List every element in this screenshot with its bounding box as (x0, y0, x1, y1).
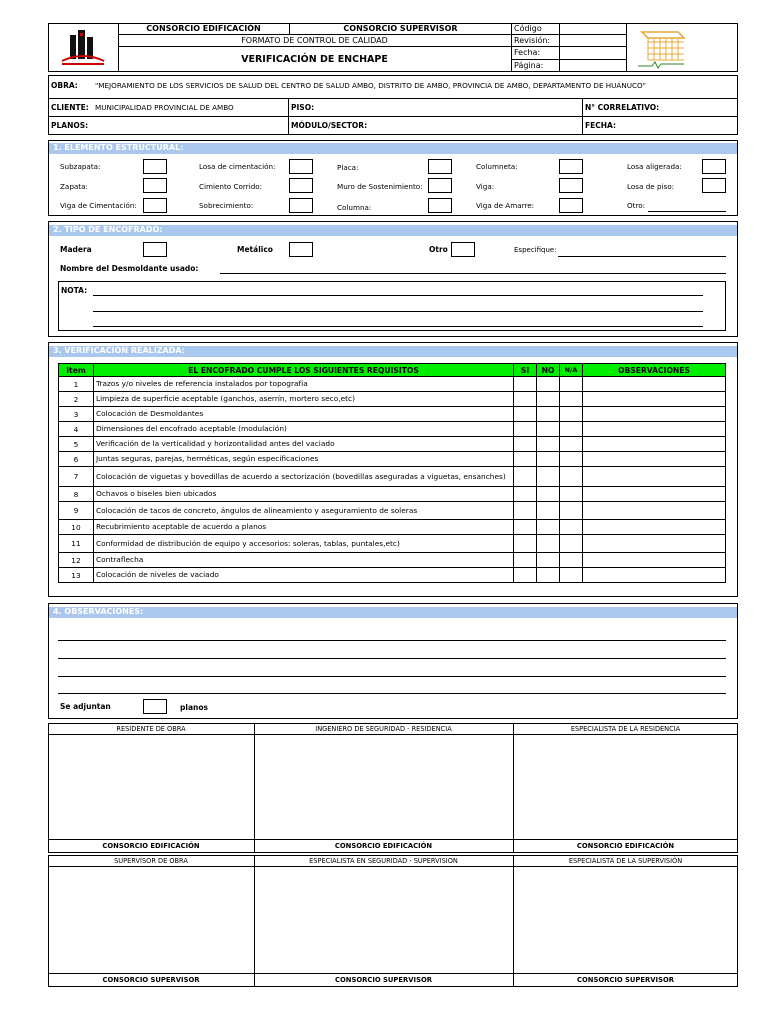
table-row (59, 568, 726, 583)
columna-checkbox[interactable] (428, 198, 452, 213)
requirement-text: Conformidad de distribución de equipo y accesorios: soleras, tablas, puntales,etc) (94, 535, 514, 553)
requirement-text: Juntas seguras, parejas, herméticas, según especificaciones (94, 452, 514, 467)
no-cell[interactable] (537, 437, 560, 452)
observaciones-cell[interactable] (583, 422, 726, 437)
table-row (59, 392, 726, 407)
especifique-label: Especifique: (514, 246, 557, 254)
elemento-label: Columna: (337, 203, 372, 212)
row-number: 2 (59, 392, 94, 407)
section3-title: 3. VERIFICACIÓN REALIZADA: (49, 346, 737, 357)
signature-area[interactable] (49, 735, 254, 839)
viga-cimentacion-checkbox[interactable] (143, 198, 167, 213)
piso-label: PISO: (291, 103, 315, 112)
supervisor-logo (632, 26, 690, 70)
especialista-supervision-role: ESPECIALISTA DE LA SUPERVISIÓN (568, 857, 683, 865)
pagina-label: Página: (512, 60, 560, 72)
row-number: 7 (59, 467, 94, 487)
planos-count-checkbox[interactable] (143, 699, 167, 714)
madera-checkbox[interactable] (143, 242, 167, 257)
observaciones-cell[interactable] (583, 520, 726, 535)
signature-area[interactable] (514, 867, 737, 973)
table-row (59, 502, 726, 520)
elemento-label: Viga: (476, 182, 495, 191)
row-number: 9 (59, 502, 94, 520)
signature-area[interactable] (49, 867, 254, 973)
observaciones-cell[interactable] (583, 487, 726, 502)
observaciones-cell[interactable] (583, 407, 726, 422)
si-cell[interactable] (514, 502, 537, 520)
table-row (59, 553, 726, 568)
row-number: 3 (59, 407, 94, 422)
metalico-checkbox[interactable] (289, 242, 313, 257)
section4-title: 4. OBSERVACIONES: (49, 607, 737, 618)
especialista-residencia-role: ESPECIALISTA DE LA RESIDENCIA (570, 725, 681, 733)
fecha-project-label: FECHA: (585, 121, 616, 130)
requirement-text: Colocación de Desmoldantes (94, 407, 514, 422)
no-cell[interactable] (537, 568, 560, 583)
elemento-label: Viga de Amarre: (476, 201, 535, 210)
firm-edificacion: CONSORCIO EDIFICACIÓN (576, 842, 675, 850)
no-cell[interactable] (537, 422, 560, 437)
requirement-text: Colocación de tacos de concreto, ángulos de alineamiento y aseguramiento de soleras (94, 502, 514, 520)
col-na: N/A (560, 364, 583, 377)
correlativo-label: N° CORRELATIVO: (585, 103, 660, 112)
cliente-value: MUNICIPALIDAD PROVINCIAL DE AMBO (95, 103, 234, 112)
na-cell[interactable] (560, 407, 583, 422)
page-title: VERIFICACIÓN DE ENCHAPE (118, 47, 512, 72)
elemento-label: Placa: (337, 163, 359, 172)
firm-edificacion: CONSORCIO EDIFICACIÓN (102, 842, 200, 850)
table-row (59, 452, 726, 467)
consorcio-supervisor: CONSORCIO SUPERVISOR (290, 23, 512, 35)
zapata-checkbox[interactable] (143, 178, 167, 193)
requirement-text: Colocación de viguetas y bovedillas de acuerdo a sectorización (bovedillas aseguradas a viguetas, ensanches) (94, 467, 514, 487)
na-cell[interactable] (560, 553, 583, 568)
madera-label: Madera (60, 245, 92, 254)
muro-sostenimiento-checkbox[interactable] (428, 178, 452, 193)
row-number: 12 (59, 553, 94, 568)
firm-supervisor: CONSORCIO SUPERVISOR (335, 976, 432, 984)
no-cell[interactable] (537, 502, 560, 520)
signature-area[interactable] (514, 735, 737, 839)
nota-label: NOTA: (61, 286, 88, 295)
sobrecimiento-checkbox[interactable] (289, 198, 313, 213)
revision-label: Revisión: (512, 35, 560, 47)
si-cell[interactable] (514, 535, 537, 553)
requirement-text: Verificación de la verticalidad y horizontalidad antes del vaciado (94, 437, 514, 452)
na-cell[interactable] (560, 535, 583, 553)
elemento-label: Sobrecimiento: (199, 201, 254, 210)
otro-label: Otro (429, 245, 448, 254)
formato-control: FORMATO DE CONTROL DE CALIDAD (118, 35, 512, 47)
section1-title: 1. ELEMENTO ESTRUCTURAL: (49, 143, 737, 154)
obra-label: OBRA: (51, 81, 78, 90)
nota-line[interactable] (93, 295, 703, 296)
modulo-label: MÓDULO/SECTOR: (291, 121, 368, 130)
cliente-label: CLIENTE: (51, 103, 89, 112)
table-row (59, 520, 726, 535)
na-cell[interactable] (560, 452, 583, 467)
observaciones-cell[interactable] (583, 502, 726, 520)
row-number: 6 (59, 452, 94, 467)
supervisor-obra-role: SUPERVISOR DE OBRA (114, 857, 188, 865)
elemento-label: Otro: (627, 201, 646, 210)
na-cell[interactable] (560, 422, 583, 437)
observaciones-line[interactable] (58, 640, 726, 641)
table-row (59, 422, 726, 437)
na-cell[interactable] (560, 502, 583, 520)
table-row (59, 377, 726, 392)
table-row (59, 437, 726, 452)
signature-area[interactable] (255, 735, 513, 839)
metalico-label: Metálico (237, 245, 273, 254)
losa-cimentacion-checkbox[interactable] (289, 159, 313, 174)
si-cell[interactable] (514, 568, 537, 583)
col-no: NO (537, 364, 560, 377)
no-cell[interactable] (537, 535, 560, 553)
si-cell[interactable] (514, 452, 537, 467)
requirements-table (58, 363, 726, 583)
row-number: 5 (59, 437, 94, 452)
observaciones-cell[interactable] (583, 437, 726, 452)
na-cell[interactable] (560, 392, 583, 407)
si-cell[interactable] (514, 407, 537, 422)
planos-label: PLANOS: (51, 121, 89, 130)
especialista-seguridad-role: ESPECIALISTA EN SEGURIDAD - SUPERVISION (309, 857, 458, 865)
si-cell[interactable] (514, 553, 537, 568)
firm-edificacion: CONSORCIO EDIFICACIÓN (334, 842, 433, 850)
na-cell[interactable] (560, 467, 583, 487)
cimiento-corrido-checkbox[interactable] (289, 178, 313, 193)
table-row (59, 535, 726, 553)
observaciones-cell[interactable] (583, 568, 726, 583)
elemento-label: Cimiento Corrido: (199, 182, 263, 191)
losa-piso-checkbox[interactable] (702, 178, 726, 193)
fecha-value (560, 47, 627, 60)
codigo-value (560, 23, 627, 35)
requirement-text: Limpieza de superficie aceptable (ganchos, aserrín, mortero seco,etc) (94, 392, 514, 407)
observaciones-line[interactable] (58, 658, 726, 659)
col-requisitos: EL ENCOFRADO CUMPLE LOS SIGUIENTES REQUISITOS (94, 364, 514, 377)
observaciones-cell[interactable] (583, 467, 726, 487)
col-si: SI (514, 364, 537, 377)
table-row (59, 467, 726, 487)
pagina-value (560, 60, 627, 72)
subzapata-checkbox[interactable] (143, 159, 167, 174)
observaciones-line[interactable] (58, 676, 726, 677)
na-cell[interactable] (560, 520, 583, 535)
nota-box (58, 281, 726, 331)
desmoldante-field[interactable] (220, 273, 726, 274)
nota-line[interactable] (93, 311, 703, 312)
si-cell[interactable] (514, 422, 537, 437)
se-adjuntan-label: Se adjuntan (60, 702, 111, 711)
observaciones-cell[interactable] (583, 377, 726, 392)
losa-aligerada-checkbox[interactable] (702, 159, 726, 174)
especifique-field[interactable] (558, 256, 726, 257)
requirement-text: Contraflecha (94, 553, 514, 568)
na-cell[interactable] (560, 568, 583, 583)
firm-supervisor: CONSORCIO SUPERVISOR (102, 976, 200, 984)
si-cell[interactable] (514, 377, 537, 392)
otro-field[interactable] (648, 211, 726, 212)
fecha-label: Fecha: (512, 47, 560, 60)
edificacion-logo (56, 27, 110, 69)
codigo-label: Código (512, 23, 560, 35)
viga-checkbox[interactable] (559, 178, 583, 193)
observaciones-cell[interactable] (583, 553, 726, 568)
elemento-label: Viga de Cimentación: (60, 201, 137, 210)
consorcio-edificacion: CONSORCIO EDIFICACIÓN (118, 23, 290, 35)
firm-supervisor: CONSORCIO SUPERVISOR (577, 976, 674, 984)
revision-value (560, 35, 627, 47)
row-number: 11 (59, 535, 94, 553)
si-cell[interactable] (514, 487, 537, 502)
obra-value: "MEJORAMIENTO DE LOS SERVICIOS DE SALUD DEL CENTRO DE SALUD AMBO, DISTRITO DE AMBO, PROVINCIA DE AMBO, DEPARTAMENTO DE HUÁNUCO" (95, 81, 646, 90)
signature-area[interactable] (255, 867, 513, 973)
requirement-text: Ochavos o biseles bien ubicados (94, 487, 514, 502)
no-cell[interactable] (537, 452, 560, 467)
requirement-text: Recubrimiento aceptable de acuerdo a planos (94, 520, 514, 535)
no-cell[interactable] (537, 407, 560, 422)
ingeniero-seguridad-role: INGENIERO DE SEGURIDAD - RESIDENCIA (315, 725, 452, 733)
no-cell[interactable] (537, 553, 560, 568)
no-cell[interactable] (537, 392, 560, 407)
table-row (59, 407, 726, 422)
elemento-label: Losa de cimentación: (199, 162, 276, 171)
columneta-checkbox[interactable] (559, 159, 583, 174)
si-cell[interactable] (514, 437, 537, 452)
elemento-label: Muro de Sostenimiento: (337, 182, 423, 191)
elemento-label: Losa de piso: (627, 182, 675, 191)
row-number: 8 (59, 487, 94, 502)
col-item: Item (59, 364, 94, 377)
observaciones-cell[interactable] (583, 535, 726, 553)
requirement-text: Dimensiones del encofrado aceptable (modulación) (94, 422, 514, 437)
na-cell[interactable] (560, 377, 583, 392)
otro-checkbox[interactable] (451, 242, 475, 257)
si-cell[interactable] (514, 520, 537, 535)
si-cell[interactable] (514, 392, 537, 407)
no-cell[interactable] (537, 520, 560, 535)
na-cell[interactable] (560, 437, 583, 452)
col-observaciones: OBSERVACIONES (583, 364, 726, 377)
elemento-label: Columneta: (476, 162, 518, 171)
si-cell[interactable] (514, 467, 537, 487)
observaciones-cell[interactable] (583, 452, 726, 467)
elemento-label: Zapata: (60, 182, 88, 191)
observaciones-line[interactable] (58, 693, 726, 694)
table-row (59, 487, 726, 502)
no-cell[interactable] (537, 467, 560, 487)
no-cell[interactable] (537, 487, 560, 502)
elemento-label: Losa aligerada: (627, 162, 682, 171)
na-cell[interactable] (560, 487, 583, 502)
requirement-text: Trazos y/o niveles de referencia instalados por topografía (94, 377, 514, 392)
viga-amarre-checkbox[interactable] (559, 198, 583, 213)
row-number: 10 (59, 520, 94, 535)
desmoldante-label: Nombre del Desmoldante usado: (60, 264, 199, 273)
nota-line[interactable] (93, 326, 703, 327)
planos-label: planos (180, 703, 208, 712)
elemento-label: Subzapata: (60, 162, 101, 171)
row-number: 1 (59, 377, 94, 392)
placa-checkbox[interactable] (428, 159, 452, 174)
observaciones-cell[interactable] (583, 392, 726, 407)
row-number: 13 (59, 568, 94, 583)
requirement-text: Colocación de niveles de vaciado (94, 568, 514, 583)
section2-title: 2. TIPO DE ENCOFRADO: (49, 225, 737, 236)
row-number: 4 (59, 422, 94, 437)
no-cell[interactable] (537, 377, 560, 392)
residente-obra-role: RESIDENTE DE OBRA (116, 725, 186, 733)
